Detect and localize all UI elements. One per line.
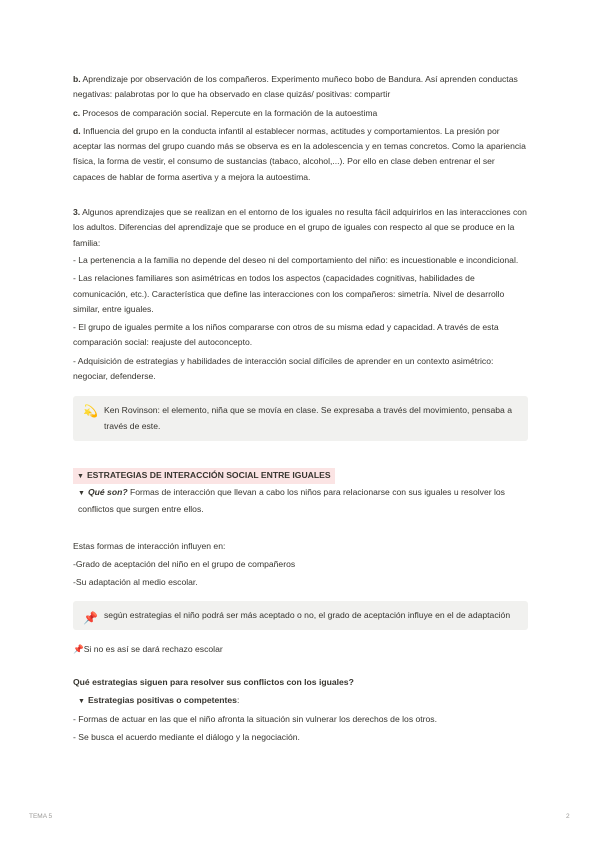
toggle-triangle-icon[interactable]: ▼ xyxy=(78,697,85,705)
item-text: Aprendizaje por observación de los compañeros. Experimento muñeco bobo de Bandura. Así aprenden conductas negativas: palabrotas por lo que ha observado en clase quizás/ positivas: compartir xyxy=(73,74,518,100)
item-text: Influencia del grupo en la conducta infantil al establecer normas, actitudes y comportamientos. La presión por aceptar las normas del grupo cuando más se observa es en la adolescencia y en temas concretos. Como la apariencia física, la forma de vestir, el consumo de sustancias (tabaco, alcohol,...). Por ello en clase deben entrenar el ser capaces de hablar de forma asertiva y a mejora la autoestima. xyxy=(73,125,526,182)
dizzy-icon: 💫 xyxy=(83,404,98,419)
toggle-title: Qué son? xyxy=(87,487,128,498)
toggle-triangle-icon[interactable]: ▼ xyxy=(77,472,84,480)
pushpin-icon: 📌 xyxy=(73,644,84,655)
pushpin-icon: 📌 xyxy=(83,610,98,625)
footer-title: TEMA 5 xyxy=(29,813,53,820)
callout-ken-robinson xyxy=(73,396,528,441)
toggle-triangle-icon[interactable]: ▼ xyxy=(78,490,85,498)
influence-item: -Su adaptación al medio escolar. xyxy=(73,577,198,588)
item-label: 3. xyxy=(73,207,81,218)
toggle-estrategias[interactable] xyxy=(73,468,528,484)
callout-aceptacion xyxy=(73,601,528,630)
difference-item: - Las relaciones familiares son asimétricas en todos los aspectos (capacidades cognitivas, habilidades de comunicación, etc.). Característica que define las interacciones con los compañeros: simetría. Nivel de desarrollo similar, entre iguales. xyxy=(73,273,505,314)
item-text: Procesos de comparación social. Repercute en la formación de la autoestima xyxy=(80,107,378,118)
question-heading: Qué estrategias siguen para resolver sus conflictos con los iguales? xyxy=(73,677,354,688)
item-label: b. xyxy=(73,74,81,84)
influence-item: -Grado de aceptación del niño en el grupo de compañeros xyxy=(73,559,296,570)
paragraph-3 xyxy=(73,205,528,251)
difference-item: - La pertenencia a la familia no depende del deseo ni del comportamiento del niño: es incuestionable e incondicional. xyxy=(73,254,519,265)
paragraph-b xyxy=(73,72,528,103)
rechazo-line xyxy=(73,642,528,657)
toggle-que-son[interactable] xyxy=(73,485,528,517)
toggle-estrategias-positivas[interactable] xyxy=(73,693,528,709)
rechazo-text: Si no es así se dará rechazo escolar xyxy=(83,644,223,655)
item-text: Algunos aprendizajes que se realizan en el entorno de los iguales no resulta fácil adquirirlos en las interacciones con los adultos. Diferencias del aprendizaje que se produce en el grupo de iguales con respecto al que se produce en la familia: xyxy=(73,207,527,248)
positive-item: - Se busca el acuerdo mediante el diálogo y la negociación. xyxy=(73,732,300,743)
paragraph-d xyxy=(73,124,528,185)
toggle-title: ESTRATEGIAS DE INTERACCIÓN SOCIAL ENTRE IGUALES xyxy=(86,469,331,480)
item-label: d. xyxy=(73,125,81,136)
callout-text: Ken Rovinson: el elemento, niña que se movía en clase. Se expresaba a través del movimiento, pensaba a través de este. xyxy=(104,405,512,431)
item-label: c. xyxy=(73,107,81,118)
paragraph-c xyxy=(73,106,528,121)
difference-item: - El grupo de iguales permite a los niños compararse con otros de su misma edad y capacidad. A través de esta comparación social: reajuste del autoconcepto. xyxy=(73,322,499,348)
page-number: 2 xyxy=(566,813,570,820)
influence-intro: Estas formas de interacción influyen en: xyxy=(73,540,226,551)
document-page xyxy=(73,72,528,746)
callout-text: según estrategias el niño podrá ser más aceptado o no, el grado de aceptación influye en el de adaptación xyxy=(104,609,511,620)
toggle-suffix: : xyxy=(236,694,240,705)
difference-item: - Adquisición de estrategias y habilidades de interacción social difíciles de aprender en un contexto asimétrico: negociar, defenderse. xyxy=(73,355,494,382)
positive-item: - Formas de actuar en las que el niño afronta la situación sin vulnerar los derechos de los otros. xyxy=(73,713,437,724)
toggle-title: Estrategias positivas o competentes xyxy=(87,694,237,705)
toggle-text: Formas de interacción que llevan a cabo los niños para relacionarse con sus iguales u resolver los conflictos que surgen entre ellos. xyxy=(78,487,505,514)
